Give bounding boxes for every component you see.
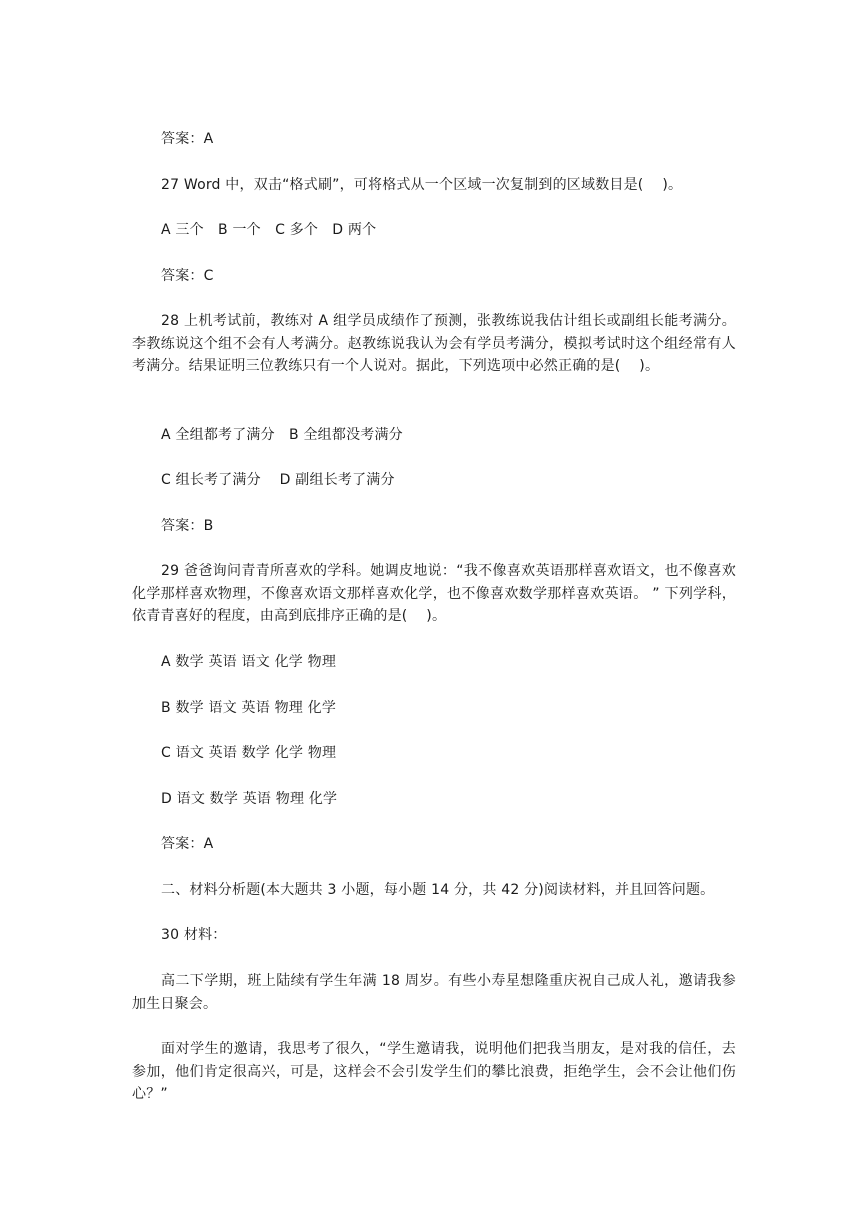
- question-29-option-b: B 数学 语文 英语 物理 化学: [161, 700, 337, 716]
- question-29: 29 爸爸询问青青所喜欢的学科。她调皮地说：“我不像喜欢英语那样喜欢语文，也不像喜欢化学那样喜欢物理，不像喜欢语文那样喜欢化学，也不像喜欢数学那样喜欢英语。 ” 下列学科，依青青喜好的程度，由高到底排序正确的是( )。: [132, 563, 736, 624]
- answer-27: 答案：C: [161, 268, 214, 284]
- question-27: 27 Word 中，双击“格式刷”，可将格式从一个区域一次复制到的区域数目是( )。: [161, 177, 683, 193]
- material-paragraph-1: 高二下学期，班上陆续有学生年满 18 周岁。有些小寿星想隆重庆祝自己成人礼，邀请我参加生日聚会。: [132, 973, 736, 1012]
- material-paragraph-2: 面对学生的邀请，我思考了很久，“学生邀请我，说明他们把我当朋友，是对我的信任，去参加，他们肯定很高兴，可是，这样会不会引发学生们的攀比浪费，拒绝学生，会不会让他们伤心？”: [132, 1041, 736, 1102]
- question-28-options-cd: C 组长考了满分 D 副组长考了满分: [161, 472, 395, 488]
- question-27-options: A 三个 B 一个 C 多个 D 两个: [161, 222, 377, 238]
- question-28: 28 上机考试前，教练对 A 组学员成绩作了预测，张教练说我估计组长或副组长能考满分。李教练说这个组不会有人考满分。赵教练说我认为会有学员考满分，模拟考试时这个组经常有人考满分。结果证明三位教练只有一个人说对。据此，下列选项中必然正确的是( )。: [132, 313, 736, 374]
- question-29-option-d: D 语文 数学 英语 物理 化学: [161, 791, 338, 807]
- question-30-title: 30 材料：: [161, 927, 227, 943]
- answer-26: 答案：A: [161, 131, 214, 147]
- section-heading: 二、材料分析题(本大题共 3 小题，每小题 14 分，共 42 分)阅读材料，并且回答问题。: [161, 882, 715, 898]
- answer-29: 答案：A: [161, 836, 214, 852]
- question-29-option-c: C 语文 英语 数学 化学 物理: [161, 745, 337, 761]
- answer-28: 答案：B: [161, 518, 214, 534]
- question-29-option-a: A 数学 英语 语文 化学 物理: [161, 654, 337, 670]
- question-28-options-ab: A 全组都考了满分 B 全组都没考满分: [161, 427, 403, 443]
